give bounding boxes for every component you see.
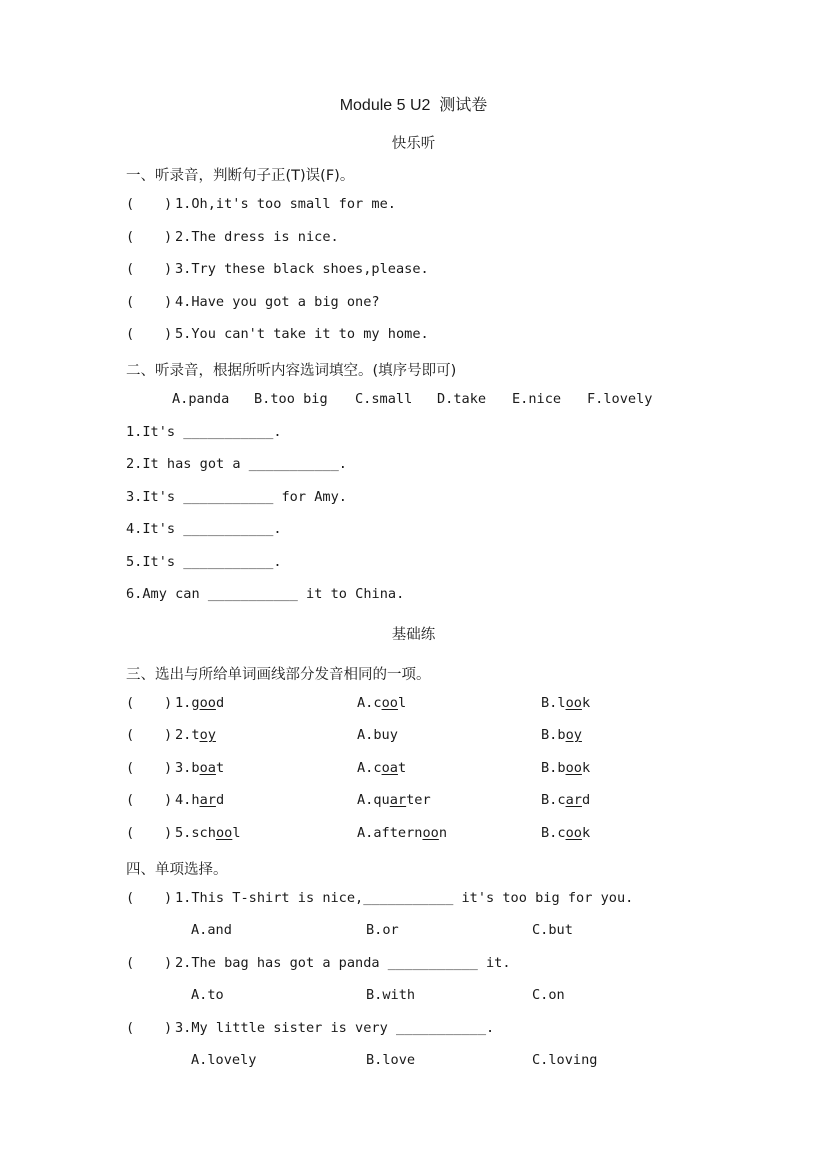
word-part: l <box>397 695 407 711</box>
section-basic: 基础练 <box>391 627 436 643</box>
part1-question: 4.Have you got a big one? <box>175 294 380 310</box>
option-a: A.to <box>191 987 224 1003</box>
part4-item-3-paren-close: ) <box>164 1020 173 1036</box>
section-listen: 快乐听 <box>391 136 436 152</box>
word-part: A.c <box>357 760 382 776</box>
word-part: A.aftern <box>357 825 423 841</box>
option-a: A.and <box>191 922 232 938</box>
option-b: B.too big <box>254 391 328 407</box>
underlined-letters: oa <box>199 760 216 776</box>
option-a <box>357 760 406 776</box>
part3-heading: 三、选出与所给单词画线部分发音相同的一项。 <box>126 667 431 683</box>
part3-item-5-paren-close: ) <box>164 825 173 841</box>
part2-question: 3.It's ___________ for Amy. <box>126 489 347 505</box>
word-part: t <box>397 760 407 776</box>
item-number: 2. <box>175 727 192 743</box>
underlined-letters: ar <box>389 792 407 808</box>
part4-question: 3.My little sister is very ___________. <box>175 1020 495 1036</box>
word-part: t <box>191 727 200 743</box>
part2-question: 2.It has got a ___________. <box>126 456 347 472</box>
word-part: A.buy <box>357 727 398 743</box>
part4-item-1-paren-open: ( <box>126 890 135 906</box>
part2-question: 4.It's ___________. <box>126 521 282 537</box>
part4-item-3-paren-open: ( <box>126 1020 135 1036</box>
word-part: b <box>191 760 200 776</box>
option-d: D.take <box>437 391 487 407</box>
underlined-letters: oo <box>565 760 582 776</box>
word-part: ter <box>406 792 431 808</box>
part4-heading: 四、单项选择。 <box>126 862 228 878</box>
item-number: 4. <box>175 792 192 808</box>
option-c: C.on <box>532 987 565 1003</box>
part3-item-2-paren-close: ) <box>164 727 173 743</box>
part2-question: 1.It's ___________. <box>126 424 282 440</box>
part3-item-4-paren-open: ( <box>126 792 135 808</box>
underlined-letters: oa <box>381 760 398 776</box>
part4-question: 2.The bag has got a panda ___________ it. <box>175 955 511 971</box>
part1-item-5-paren-open: ( <box>126 326 135 342</box>
part4-item-1-paren-close: ) <box>164 890 173 906</box>
part1-item-1-paren-close: ) <box>164 196 173 212</box>
option-b <box>541 695 590 711</box>
option-b <box>541 760 590 776</box>
underlined-letters: oo <box>215 825 233 841</box>
word-part: sch <box>191 825 216 841</box>
option-b: B.love <box>366 1052 416 1068</box>
part3-word <box>175 792 224 808</box>
part1-item-3-paren-close: ) <box>164 261 173 277</box>
option-f: F.lovely <box>587 391 653 407</box>
option-a <box>357 792 431 808</box>
option-c: C.loving <box>532 1052 598 1068</box>
option-a: A.panda <box>172 391 230 407</box>
underlined-letters: oo <box>565 825 582 841</box>
part1-heading: 一、听录音，判断句子正(T)误(F)。 <box>126 168 355 184</box>
item-number: 1. <box>175 695 192 711</box>
part2-question: 5.It's ___________. <box>126 554 282 570</box>
part1-question: 3.Try these black shoes,please. <box>175 261 429 277</box>
option-b: B.with <box>366 987 416 1003</box>
word-part: h <box>191 792 200 808</box>
part3-item-1-paren-close: ) <box>164 695 173 711</box>
underlined-letters: oo <box>199 695 216 711</box>
part3-item-3-paren-close: ) <box>164 760 173 776</box>
word-part: l <box>232 825 241 841</box>
page-title: Module 5 U2 测试卷 <box>339 97 488 114</box>
word-part: B.l <box>541 695 566 711</box>
part1-item-4-paren-close: ) <box>164 294 173 310</box>
part4-question: 1.This T-shirt is nice,___________ it's too big for you. <box>175 890 634 906</box>
word-part: B.b <box>541 727 566 743</box>
option-b <box>541 825 590 841</box>
item-number: 3. <box>175 760 192 776</box>
underlined-letters: ar <box>565 792 582 808</box>
word-part: B.c <box>541 825 566 841</box>
word-part: k <box>581 695 591 711</box>
part3-item-4-paren-close: ) <box>164 792 173 808</box>
word-part: B.c <box>541 792 566 808</box>
option-a <box>357 695 406 711</box>
word-part: d <box>215 792 225 808</box>
word-part: d <box>215 695 225 711</box>
option-b <box>541 727 582 743</box>
part4-item-2-paren-open: ( <box>126 955 135 971</box>
part1-item-4-paren-open: ( <box>126 294 135 310</box>
part1-item-3-paren-open: ( <box>126 261 135 277</box>
part1-item-2-paren-open: ( <box>126 229 135 245</box>
part4-item-2-paren-close: ) <box>164 955 173 971</box>
item-number: 5. <box>175 825 192 841</box>
underlined-letters: ar <box>199 792 216 808</box>
part1-item-5-paren-close: ) <box>164 326 173 342</box>
word-part: g <box>191 695 200 711</box>
word-part: B.b <box>541 760 566 776</box>
part1-item-1-paren-open: ( <box>126 196 135 212</box>
underlined-letters: oy <box>199 727 216 743</box>
part2-heading: 二、听录音，根据所听内容选词填空。(填序号即可) <box>126 363 457 379</box>
option-c: C.but <box>532 922 573 938</box>
underlined-letters: oo <box>422 825 439 841</box>
option-a <box>357 727 398 743</box>
part3-word <box>175 727 216 743</box>
part3-item-5-paren-open: ( <box>126 825 135 841</box>
word-part: A.c <box>357 695 382 711</box>
underlined-letters: oo <box>565 695 582 711</box>
part3-word <box>175 695 224 711</box>
word-part: k <box>581 760 591 776</box>
word-part: d <box>581 792 591 808</box>
option-b <box>541 792 590 808</box>
part1-question: 2.The dress is nice. <box>175 229 339 245</box>
part3-item-3-paren-open: ( <box>126 760 135 776</box>
part3-word <box>175 825 241 841</box>
part3-word <box>175 760 224 776</box>
option-a: A.lovely <box>191 1052 257 1068</box>
option-c: C.small <box>355 391 413 407</box>
word-part: t <box>215 760 225 776</box>
word-part: k <box>581 825 591 841</box>
option-a <box>357 825 447 841</box>
underlined-letters: oo <box>381 695 398 711</box>
part3-item-2-paren-open: ( <box>126 727 135 743</box>
underlined-letters: oy <box>565 727 582 743</box>
part2-question: 6.Amy can ___________ it to China. <box>126 586 405 602</box>
option-b: B.or <box>366 922 399 938</box>
part1-item-2-paren-close: ) <box>164 229 173 245</box>
option-e: E.nice <box>512 391 562 407</box>
word-part: A.qu <box>357 792 390 808</box>
part1-question: 5.You can't take it to my home. <box>175 326 429 342</box>
word-part: n <box>438 825 448 841</box>
part3-item-1-paren-open: ( <box>126 695 135 711</box>
part1-question: 1.Oh,it's too small for me. <box>175 196 396 212</box>
